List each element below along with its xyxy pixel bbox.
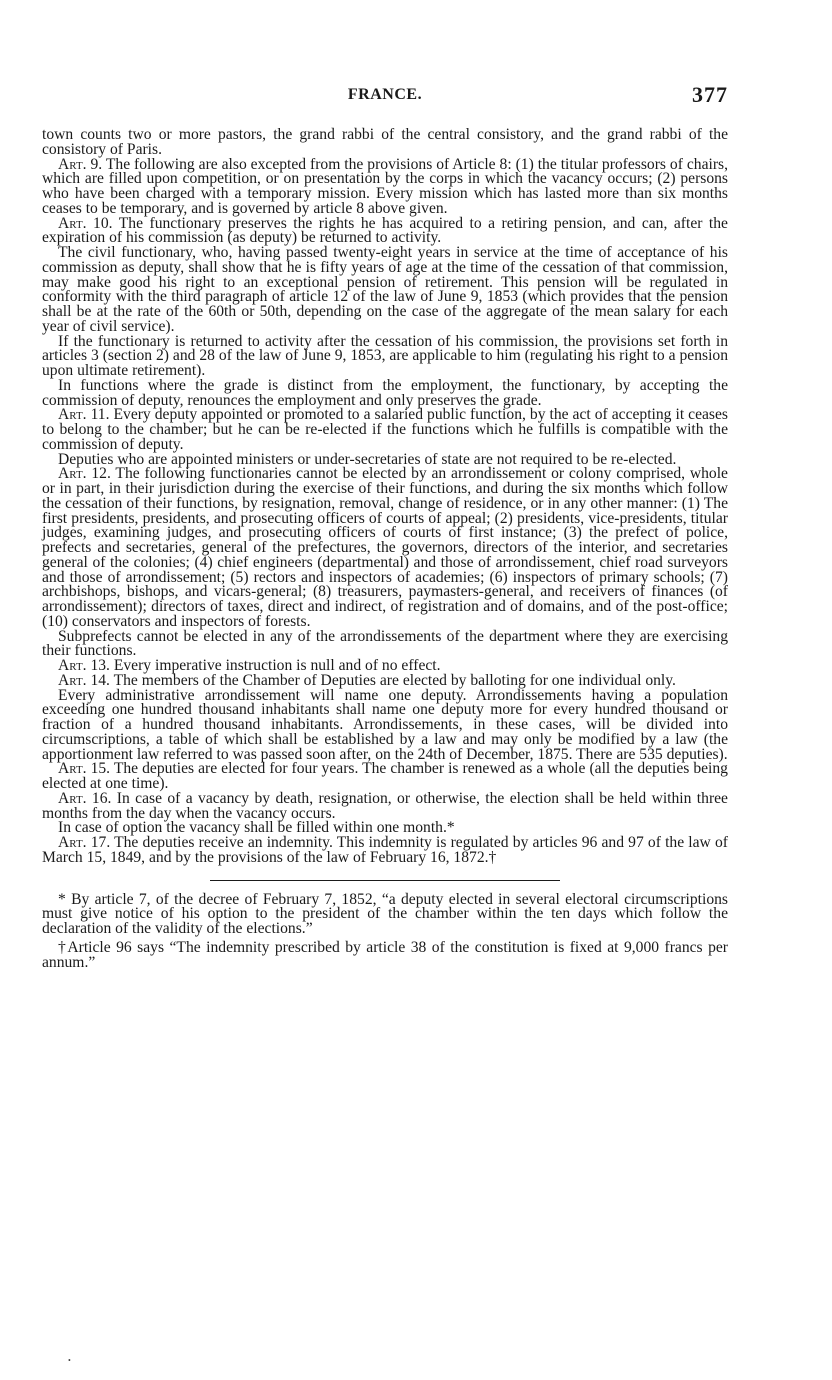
article-paragraph [42,408,728,452]
paragraph-text: The functionary preserves the rights he has acquired to a retiring pension, and can, after the expiration of his commission (as deputy) be returned to activity. [42,214,728,247]
paragraph-text: The deputies receive an indemnity. This indemnity is regulated by articles 96 and 97 of the law of March 15, 1849, and by the provisions of the law of February 16, 1872.† [42,834,728,866]
paragraph [42,332,728,379]
paragraph-text: The deputies are elected for four years. The chamber is renewed as a whole (all the deputies being elected at one time). [42,760,728,792]
article-paragraph [42,789,728,822]
paragraph [42,627,728,660]
footnote: †Article 96 says “The indemnity prescribed by article 38 of the constitution is fixed at 9,000 francs per annum.” [42,938,728,971]
article-label: Art. 11. [58,406,110,424]
paragraph [42,246,728,335]
body-text [42,128,728,866]
page-header [42,82,728,110]
article-paragraph [42,836,728,866]
article-paragraph [42,762,728,792]
page-number: 377 [692,82,728,107]
paragraph [42,376,728,409]
paragraph-text: The following are also excepted from the provisions of Article 8: (1) the titular professors of chairs, which are filled upon competition, or on presentation by the corps in which the vacancy occurs; (2) persons who have been charged with a temporary mission. Every mission which has lasted more than six months ceases to be temporary, and is governed by article 8 above given. [42,155,729,217]
paragraph-text: The members of the Chamber of Deputies are elected by balloting for one individual only. [113,671,676,689]
paragraph-text: Every administrative arrondissement will name one deputy. Arrondissements having a population exceeding one hundred thousand inhabitants shall name one deputy more for every hundred thousand or fraction of a hundred thousand inhabitants. Arrondissements, in these cases, will be divided into circumscriptions, a table of which shall be established by a law and may only be modified by a law (the apportionment law referred to was passed soon after, on the 24th of December, 1875. There are 535 deputies). [42,686,728,763]
article-paragraph [42,214,728,247]
paragraph-text: If the functionary is returned to activity after the cessation of his commission, the provisions set forth in articles 3 (section 2) and 28 of the law of June 9, 1853, are applicable to him (regulating his right to a pension upon ultimate retirement). [42,332,728,379]
paragraph [42,686,728,763]
article-label: Art. 17. [58,834,111,851]
paragraph-text: Every imperative instruction is null and of no effect. [113,657,441,674]
paragraph-text: town counts two or more pastors, the grand rabbi of the central consistory, and the grand rabbi of the consistory of Paris. [42,126,728,158]
paragraph-text: Subprefects cannot be elected in any of the arrondissements of the department where they are exercising their functions. [42,627,728,660]
article-label: Art. 10. [58,214,113,232]
article-label: Art. 15. [58,760,111,778]
paragraph-text: The civil functionary, who, having passed twenty-eight years in service at the time of acceptance of his commission as deputy, shall show that he is fifty years of age at the time of the cessation of that commission, may make good his right to an exceptional pension of retirement. This pension will be regulated in conformity with the third paragraph of article 12 of the law of June 9, 1853 (which provides that the pension shall be at the rate of the 60th or 50th, depending on the case of the aggregate of the mean salary for each year of civil service). [42,244,728,335]
article-label: Art. 14. [58,671,110,689]
paragraph-text: Every deputy appointed or promoted to a salaried public function, by the act of accepting it ceases to belong to the chamber; but he can be re-elected if the functions which he fulfills is compatible with the commission of deputy. [42,406,728,453]
paragraph-text: The following functionaries cannot be elected by an arrondissement or colony comprised, whole or in part, in their jurisdiction during the exercise of their functions, and during the six months which follow the cessation of their functions, by resignation, removal, change of residence, or in any other manner: (1) The first presidents, presidents, and prosecuting officers of courts of appeal; (2) presidents, vice-presidents, titular judges, examining judges, and prosecuting officers of courts of first instance; (3) the prefect of police, prefects and secretaries, general of the prefectures, the governors, directors of the interior, and secretaries general of the colonies; (4) chief engineers (departmental) and those of arrondissement, chief road surveyors and those of arrondissement; (5) rectors and inspectors of academies; (6) inspectors of primary schools; (7) archbishops, bishops, and vicars-general; (8) treasurers, paymasters-general, and receivers of finances (of arrondissement); directors of taxes, direct and indirect, of registration and of domains, and of the post-office; (10) conservators and inspectors of forests. [42,465,728,630]
article-paragraph [42,467,728,629]
paragraph [42,128,728,158]
paragraph-text: In case of option the vacancy shall be filled within one month.* [58,819,455,837]
footnote: * By article 7, of the decree of February 7, 1852, “a deputy elected in several electoral circumscriptions must give notice of his option to the president of the chamber within the ten days which follow the declaration of the validity of the elections.” [42,890,728,937]
article-label: Art. 12. [58,465,111,483]
print-speck: • [68,1356,71,1365]
paragraph-text: In case of a vacancy by death, resignation, or otherwise, the election shall be held within three months from the day when the vacancy occurs. [42,789,728,822]
article-paragraph [42,155,729,217]
article-label: Art. 9. [58,155,103,173]
paragraph-text: In functions where the grade is distinct from the employment, the functionary, by accepting the commission of deputy, renounces the employment and only preserves the grade. [42,376,728,409]
article-label: Art. 13. [58,657,110,674]
running-title: FRANCE. [347,86,423,103]
paragraph-text: Deputies who are appointed ministers or under-secretaries of state are not required to be re-elected. [58,450,677,468]
article-label: Art. 16. [58,789,112,807]
footnotes [42,890,728,971]
footnote-rule [210,880,560,881]
